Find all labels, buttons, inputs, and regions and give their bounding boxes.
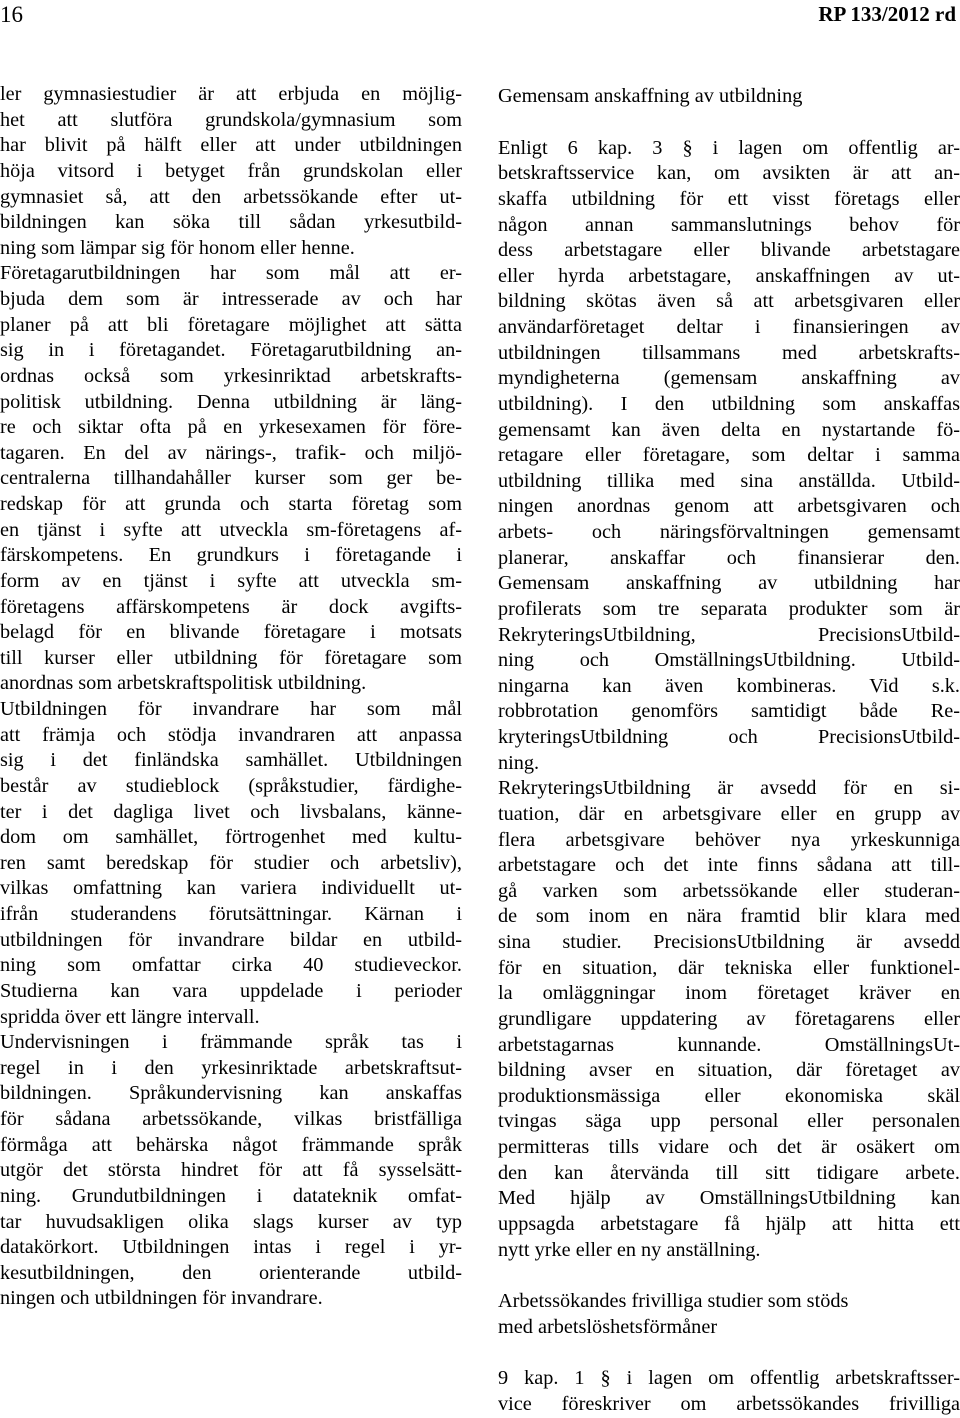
right-text-line: utbildning). I den utbildning som anskaffas [498, 392, 960, 415]
left-text-line: Undervisningen i främmande språk tas i [0, 1031, 462, 1054]
right-text-line: Med hjälp av OmställningsUtbildning kan [498, 1187, 960, 1210]
left-text-line: anordnas som arbetskraftspolitisk utbildning. [0, 672, 367, 695]
left-text-line: till kurser eller utbildning för företagare som [0, 646, 462, 669]
right-text-line: gå varken som arbetssökande eller studeran- [498, 879, 960, 902]
right-text-line: sina studier. PrecisionsUtbildning är avsedd [498, 931, 960, 953]
right-text-line: utbildning tillika med sina anställda. Utbild- [498, 469, 960, 492]
right-text-line: profilerats som tre separata produkter som är [498, 597, 960, 620]
running-head: RP 133/2012 rd [818, 2, 956, 26]
right-section-heading: Gemensam anskaffning av utbildning [498, 85, 803, 107]
right-spacer [498, 110, 960, 136]
left-text-line: ordnas också som yrkesinriktad arbetskrafts- [0, 364, 462, 387]
right-text-line: myndigheterna (gemensam anskaffning av [498, 367, 960, 390]
right-text-line: ning och OmställningsUtbildning. Utbild- [498, 649, 960, 672]
right-text-line: de som inom en nära framtid blir klara med [498, 905, 960, 928]
left-text-line: sig i det finländska samhället. Utbildningen [0, 749, 462, 772]
right-text-line: arbetstagare och det inte finns sådana att till- [498, 854, 960, 877]
right-text-line: dess arbetstagare eller blivande arbetstagare [498, 239, 960, 262]
right-text-line: Gemensam anskaffning av utbildning har [498, 572, 960, 595]
left-text-line: Företagarutbildningen har som mål att er- [0, 262, 462, 285]
left-text-line: ning som omfattar cirka 40 studieveckor. [0, 954, 462, 977]
right-text-line: planerar, anskaffar och finansierar den. [498, 546, 960, 569]
left-text-line: vilkas omfattning kan variera individuellt ut- [0, 877, 462, 900]
right-text-line: för en situation, där tekniska eller funktionel- [498, 956, 960, 979]
left-text-line: kesutbildningen, den orienterande utbild- [0, 1261, 462, 1284]
page-header [0, 0, 960, 40]
left-text-line: belagd för en blivande företagare i motsats [0, 621, 462, 644]
left-text-line: en tjänst i syfte att utveckla sm-företagens af- [0, 518, 462, 541]
right-spacer [498, 1263, 960, 1289]
right-section-heading: med arbetslöshetsförmåner [498, 1315, 718, 1338]
right-text-line: gemensamt kan även delta en nystartande fö- [498, 418, 960, 441]
right-text-line: 9 kap. 1 § i lagen om offentlig arbetskraftsser- [498, 1367, 960, 1390]
right-text-line: RekryteringsUtbildning är avsedd för en si- [498, 777, 960, 800]
left-text-line: Studierna kan vara uppdelade i perioder [0, 979, 462, 1002]
right-text-line: produktionsmässiga eller ekonomiska skäl [498, 1084, 960, 1107]
right-column [498, 84, 960, 1418]
right-text-line: bildning avser en situation, där företaget av [498, 1059, 960, 1082]
right-text-line: arbetstagarnas kunnande. OmställningsUt- [498, 1033, 960, 1056]
left-text-line: sig in i företagandet. Företagarutbildning an- [0, 339, 462, 362]
left-text-line: redskap för att grunda och starta företag som [0, 493, 462, 515]
left-text-line: höja vitsord i betyget från grundskolan eller [0, 159, 462, 182]
right-text-line: ningarna kan även kombineras. Vid s.k. [498, 674, 960, 697]
left-text-line: Utbildningen för invandrare har som mål [0, 698, 462, 720]
right-text-line: vice föreskriver om arbetssökandes frivilliga [498, 1393, 960, 1415]
right-text-line: flera arbetsgivare behöver nya yrkeskunniga [498, 828, 960, 851]
left-text-line: tagaren. En del av närings-, trafik- och miljö- [0, 441, 462, 464]
left-text-line: ren samt beredskap för studier och arbetsliv), [0, 851, 462, 874]
right-text-line: arbets- och näringsförvaltningen gemensamt [498, 521, 960, 543]
right-text-line: tuation, där en arbetsgivare eller en grupp av [498, 802, 960, 825]
left-text-line: utbildningen för invandrare bildar en utbild- [0, 928, 462, 951]
right-text-line: RekryteringsUtbildning, PrecisionsUtbild- [498, 623, 960, 646]
left-text-line: re och siktar ofta på en yrkesexamen för före- [0, 416, 462, 439]
right-section-heading: Arbetssökandes frivilliga studier som stöds [498, 1290, 849, 1313]
left-text-line: regel in i den yrkesinriktade arbetskraftsut- [0, 1056, 462, 1079]
right-text-line: grundligare uppdatering av företagarens eller [498, 1007, 960, 1030]
right-text-line: skaffa utbildning för ett visst företags eller [498, 187, 960, 210]
left-text-line: dom om samhället, förtrogenhet med kultu- [0, 826, 462, 849]
right-text-line: tvingas säga upp personal eller personalen [498, 1110, 960, 1133]
left-text-line: att främja och stödja invandraren att anpassa [0, 723, 462, 746]
left-text-line: centralerna tillhandahåller kurser som ger be- [0, 467, 462, 490]
left-text-line: har blivit på hälft eller att under utbildningen [0, 134, 462, 157]
left-text-line: företagens affärskompetens är dock avgifts- [0, 595, 462, 618]
right-text-line: någon annan sammanslutnings behov för [498, 213, 960, 236]
left-text-line: het att slutföra grundskola/gymnasium som [0, 108, 462, 131]
left-text-line: utgör det största hindret för att få sysselsätt- [0, 1159, 462, 1182]
left-text-line: ning som lämpar sig för honom eller henne. [0, 236, 355, 259]
left-text-line: förmåga att behärska något främmande språk [0, 1133, 462, 1156]
left-text-line: ter i det dagliga livet och livsbalans, känne- [0, 800, 462, 823]
left-text-line: politisk utbildning. Denna utbildning är läng- [0, 390, 462, 413]
right-text-line: Enligt 6 kap. 3 § i lagen om offentlig ar- [498, 136, 960, 159]
right-text-line: den kan återvända till sitt tidigare arbete. [498, 1161, 960, 1184]
right-text-line: kryteringsUtbildning och PrecisionsUtbild- [498, 726, 960, 748]
right-text-line: eller hyrda arbetstagare, anskaffningen av ut- [498, 264, 960, 287]
left-text-line: spridda över ett längre intervall. [0, 1005, 260, 1028]
right-text-line: la omläggningar inom företaget kräver en [498, 982, 960, 1005]
right-text-line: retagare eller företagare, som deltar i samma [498, 444, 960, 467]
right-text-line: ningen anordnas genom att arbetsgivaren och [498, 495, 960, 518]
left-text-line: bildningen. Språkundervisning kan anskaffas [0, 1082, 462, 1105]
left-text-line: form av en tjänst i syfte att utveckla sm- [0, 569, 462, 592]
right-text-line: användarföretaget deltar i finansieringen av [498, 316, 960, 338]
right-text-line: ning. [498, 751, 540, 774]
left-text-line: färskompetens. En grundkurs i företagande i [0, 544, 462, 567]
right-text-line: permitteras tills vidare och det är osäkert om [498, 1136, 960, 1158]
right-text-line: nytt yrke eller en ny anställning. [498, 1238, 761, 1261]
left-text-line: ifrån studerandens förutsättningar. Kärnan i [0, 903, 462, 925]
right-text-line: bildning skötas även så att arbetsgivaren eller [498, 290, 960, 313]
left-text-line: tar huvudsakligen olika slags kurser av typ [0, 1210, 462, 1233]
right-text-line: uppsagda arbetstagare få hjälp att hitta ett [498, 1212, 960, 1235]
left-text-line: bjuda dem som är intresserade av och har [0, 288, 462, 310]
left-text-line: ningen och utbildningen för invandrare. [0, 1287, 323, 1310]
right-spacer [498, 1340, 960, 1366]
right-text-line: betskraftsservice kan, om avsikten är att an- [498, 162, 960, 185]
right-text-line: utbildningen tillsammans med arbetskrafts- [498, 341, 960, 364]
page-number: 16 [0, 2, 23, 27]
left-text-line: ning. Grundutbildningen i datateknik omfat- [0, 1184, 462, 1207]
right-text-line: robbrotation genomförs samtidigt både Re- [498, 700, 960, 723]
left-text-line: datakörkort. Utbildningen intas i regel i yr- [0, 1236, 462, 1259]
left-text-line: för sådana arbetssökande, vilkas bristfälliga [0, 1108, 462, 1130]
left-text-line: ler gymnasiestudier är att erbjuda en möjlig- [0, 83, 462, 105]
left-text-line: planer på att bli företagare möjlighet att sätta [0, 313, 462, 336]
left-text-line: gymnasiet så, att den arbetssökande efter ut- [0, 185, 462, 208]
left-column [0, 82, 462, 1312]
left-text-line: består av studieblock (språkstudier, färdighe- [0, 774, 462, 797]
left-text-line: bildningen kan söka till sådan yrkesutbild- [0, 211, 462, 234]
